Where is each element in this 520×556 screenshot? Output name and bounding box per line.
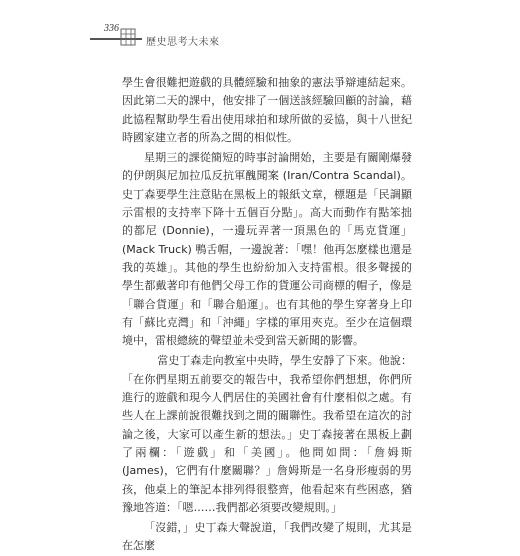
grid-ornament-icon — [120, 28, 136, 46]
paragraph-1: 學生會很難把遊戲的具體經驗和抽象的憲法爭辯連結起來。因此第二天的課中，他安排了一個送該經驗回顧的討論，藉此協程幫助學生看出使用球拍和球所做的妥協，與十八世紀時國家建立者的所為之間的相似性。 — [122, 76, 412, 144]
body-text — [122, 74, 412, 556]
page-number: 336 — [104, 23, 119, 34]
paragraph-3: 當史丁森走向教室中央時，學生安靜了下來。他說：「在你們星期五前要交的報告中，我希望你們想想，你們所進行的遊戲和現今人們居住的美國社會有什麼相似之處。有些人在上課前說很難找到之間的關聯性。我希望在這次的討論之後，大家可以產生新的想法。」史丁森接著在黑板上劃了兩欄：「遊戲」和「美國」。他問如問：「詹姆斯 (James)，它們有什麼關聯？」詹姆斯是一名身形瘦弱的男孩，他桌上的筆記本排列得很整齊，他看起來有些困惑，猶豫地答道：「嗯……我們都必須要改變規則。」 — [122, 354, 412, 514]
paragraph-4: 「沒錯，」史丁森大聲說道，「我們改變了規則，尤其是在怎麼 — [122, 521, 412, 553]
book-title: 歷史思考大未來 — [146, 37, 220, 48]
paragraph-2: 星期三的課從簡短的時事討論開始，主要是有關剛爆發的伊朗與尼加拉瓜反抗軍醜聞案 (Iran/Contra Scandal)。史丁森要學生注意貼在黑板上的報紙文章，標題是「民調顯示雷根的支持率下降十五個百分點」。高大而動作有點笨拙的都尼 (Donnie)，一邊玩弄著一頂黑色的「馬克貨運」(Mack Truck) 鴨舌帽，一邊說著：「嘿！他再怎麼樣也還是我的英雄」。其他的學生也紛紛加入支持雷根。很多聲援的學生都戴著印有他們父母工作的貨運公司商標的帽子，像是「聯合貨運」和「聯合船運」。也有其他的學生穿著身上印有「蘇比克灣」和「沖繩」字樣的軍用夾克。至少在這個環境中，雷根總統的聲望並未受到當天新聞的影響。 — [122, 151, 412, 348]
page-header — [90, 20, 450, 60]
